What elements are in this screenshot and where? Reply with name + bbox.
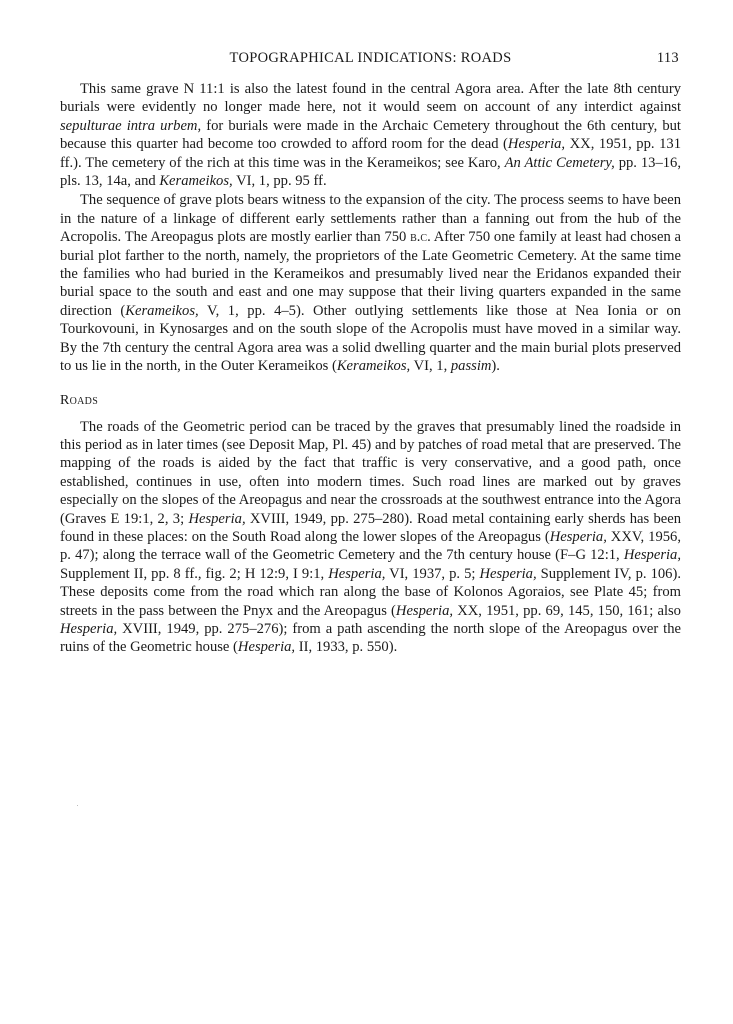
page [60,50,681,657]
italic-citation: Hesperia, [60,620,118,637]
italic-citation: Kerameikos, [336,358,411,375]
text-run: XVIII, 1949, pp. 275–280). Road metal containing early sherds has been found in these places: on the South Road along the lower slopes of the Areopagus ( [60,510,681,545]
italic-citation: An Attic Cemetery, [504,154,615,171]
paragraph-roads [60,418,681,657]
italic-citation: Kerameikos, [125,302,199,319]
text-run: for burials were made in the Archaic Cemetery throughout the 6th century, but because this quarter had become too crowded to afford room for the dead ( [60,117,681,153]
page-number: 113 [656,50,679,66]
era-abbreviation: b.c. [410,229,431,246]
italic-citation: Hesperia, [507,136,566,153]
italic-citation: Hesperia, [188,510,246,527]
italic-citation: Hesperia, [328,565,386,582]
italic-citation: Hesperia, [479,565,537,582]
scan-speck [77,805,78,806]
running-head [60,50,681,70]
text-run: XX, 1951, pp. 131 ff.). The cemetery of the rich at this time was in the Kerameikos; see Karo, [60,136,681,171]
text-run: ). [491,358,500,375]
italic-citation: passim [450,358,492,375]
text-run: VI, 1937, p. 5; [385,565,480,582]
italic-citation: Kerameikos, [159,173,233,190]
text-run: XX, 1951, pp. 69, 145, 150, 161; also [453,602,681,619]
running-title: TOPOGRAPHICAL INDICATIONS: ROADS [229,50,512,66]
italic-citation: Hesperia, [623,547,681,564]
text-run: II, 1933, p. 550). [295,639,398,656]
paragraph-grave-plots [60,191,681,375]
text-run: XXV, 1956, p. 47); along the terrace wall of the Geometric Cemetery and the 7th century house (F–G 12:1, [60,528,681,564]
text-run: The roads of the Geometric period can be traced by the graves that presumably lined the roadside in this period as in later times (see Deposit Map, Pl. 45) and by patches of road metal that are preserved. The mapping of the roads is aided by the fact that traffic is very conservative, and a good path, once established, continues in use, often into modern times. Such road lines are marked out by graves especially on the slopes of the Areopagus and near the crossroads at the southwest entrance into the Agora (Graves E 19:1, 2, 3; [60,418,681,527]
text-run: VI, 1, pp. 95 ff. [232,173,327,190]
section-heading-roads: Roads [60,392,99,408]
text-run: Supplement IV, p. 106). These deposits come from the road which ran along the base of Kolonos Agoraios, see Plate 45; from streets in the pass between the Pnyx and the Areopagus ( [60,565,681,619]
paragraph-grave-n11 [60,80,681,190]
italic-citation: Hesperia, [549,528,607,545]
italic-citation: Hesperia, [237,639,296,656]
text-run: VI, 1, [410,358,451,375]
text-run: After 750 one family at least had chosen a burial plot farther to the north, namely, the proprietors of the Late Geometric Cemetery. At the same time the families who had buried in the Kerameikos and presumably lived near the Eridanos expanded their burial space to the south and east and one may suppose that their living quarters expanded in the same direction ( [60,229,681,319]
italic-citation: sepulturae intra urbem, [60,117,202,134]
text-run: pp. 13–16, pls. 13, 14a, and [60,154,682,190]
text-run: Supplement II, pp. 8 ff., fig. 2; H 12:9, I 9:1, [60,565,329,582]
text-run: V, 1, pp. 4–5). Other outlying settlements like those at Nea Ionia or on Tourkovouni, in Kynosarges and on the south slope of the Acropolis must have moved in a similar way. By the 7th century the central Agora area was a solid dwelling quarter and the main burial plots preserved to us lie in the north, in the Outer Kerameikos ( [60,302,681,375]
text-run: The sequence of grave plots bears witness to the expansion of the city. The process seems to have been in the nature of a linkage of different early settlements rather than a fanning out from the hub of the Acropolis. The Areopagus plots are mostly earlier than 750 [60,192,681,246]
text-run: XVIII, 1949, pp. 275–276); from a path ascending the north slope of the Areopagus over the ruins of the Geometric house ( [60,620,681,656]
italic-citation: Hesperia, [395,602,454,619]
text-run: This same grave N 11:1 is also the latest found in the central Agora area. After the late 8th century burials were evidently no longer made here, not it would seem on account of any interdict against [60,81,681,116]
